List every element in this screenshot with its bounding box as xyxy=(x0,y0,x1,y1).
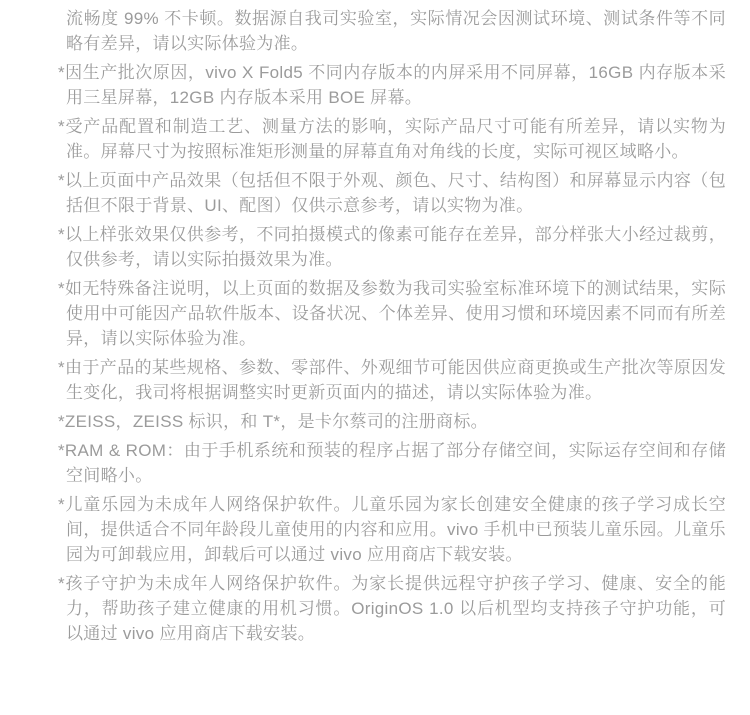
disclaimer-item-ram-rom xyxy=(58,438,726,488)
disclaimer-text: RAM & ROM：由于手机系统和预装的程序占据了部分存储空间，实际运存空间和存储空间略小。 xyxy=(64,441,726,485)
disclaimer-text: 孩子守护为未成年人网络保护软件。为家长提供远程守护孩子学习、健康、安全的能力，帮助孩子建立健康的用机习惯。OriginOS 1.0 以后机型均支持孩子守护功能，可以通过 vivo 应用商店下载安装。 xyxy=(64,574,726,643)
disclaimer-item-kids-space xyxy=(58,492,726,567)
disclaimer-item-child-guard xyxy=(58,571,726,646)
disclaimer-item-zeiss-trademark xyxy=(58,409,726,434)
disclaimer-item-sample-photos xyxy=(58,222,726,272)
disclaimer-text: 流畅度 99% 不卡顿。数据源自我司实验室，实际情况会因测试环境、测试条件等不同略有差异，请以实际体验为准。 xyxy=(66,9,726,53)
disclaimer-item-dimensions xyxy=(58,114,726,164)
asterisk-marker: * xyxy=(58,117,65,136)
disclaimer-item-lab-data xyxy=(58,276,726,351)
disclaimer-item-render-reference xyxy=(58,168,726,218)
disclaimer-text: ZEISS，ZEISS 标识，和 T*，是卡尔蔡司的注册商标。 xyxy=(64,412,488,431)
disclaimer-text: 儿童乐园为未成年人网络保护软件。儿童乐园为家长创建安全健康的孩子学习成长空间，提供适合不同年龄段儿童使用的内容和应用。vivo 手机中已预装儿童乐园。儿童乐园为可卸载应用，卸载后可以通过 vivo 应用商店下载安装。 xyxy=(64,495,726,564)
asterisk-marker: * xyxy=(58,63,65,82)
disclaimer-text: 以上页面中产品效果（包括但不限于外观、颜色、尺寸、结构图）和屏幕显示内容（包括但不限于背景、UI、配图）仅供示意参考，请以实物为准。 xyxy=(64,171,726,215)
disclaimer-item-spec-changes xyxy=(58,355,726,405)
asterisk-marker: * xyxy=(58,574,65,593)
asterisk-marker: * xyxy=(58,412,65,431)
disclaimer-item-screen-batch xyxy=(58,60,726,110)
asterisk-marker: * xyxy=(58,171,65,190)
disclaimer-item-smoothness xyxy=(58,6,726,56)
asterisk-marker: * xyxy=(58,441,65,460)
disclaimer-text: 由于产品的某些规格、参数、零部件、外观细节可能因供应商更换或生产批次等原因发生变化，我司将根据调整实时更新页面内的描述，请以实际体验为准。 xyxy=(64,358,726,402)
asterisk-marker: * xyxy=(58,495,65,514)
disclaimer-text: 以上样张效果仅供参考，不同拍摄模式的像素可能存在差异，部分样张大小经过裁剪，仅供参考，请以实际拍摄效果为准。 xyxy=(64,225,726,269)
disclaimer-text: 如无特殊备注说明，以上页面的数据及参数为我司实验室标准环境下的测试结果，实际使用中可能因产品软件版本、设备状况、个体差异、使用习惯和环境因素不同而有所差异，请以实际体验为准。 xyxy=(64,279,726,348)
asterisk-marker: * xyxy=(58,279,65,298)
asterisk-marker: * xyxy=(58,358,65,377)
asterisk-marker: * xyxy=(58,225,65,244)
disclaimer-text: 因生产批次原因，vivo X Fold5 不同内存版本的内屏采用不同屏幕，16GB 内存版本采用三星屏幕，12GB 内存版本采用 BOE 屏幕。 xyxy=(64,63,726,107)
disclaimer-text: 受产品配置和制造工艺、测量方法的影响，实际产品尺寸可能有所差异，请以实物为准。屏幕尺寸为按照标准矩形测量的屏幕直角对角线的长度，实际可视区域略小。 xyxy=(64,117,726,161)
